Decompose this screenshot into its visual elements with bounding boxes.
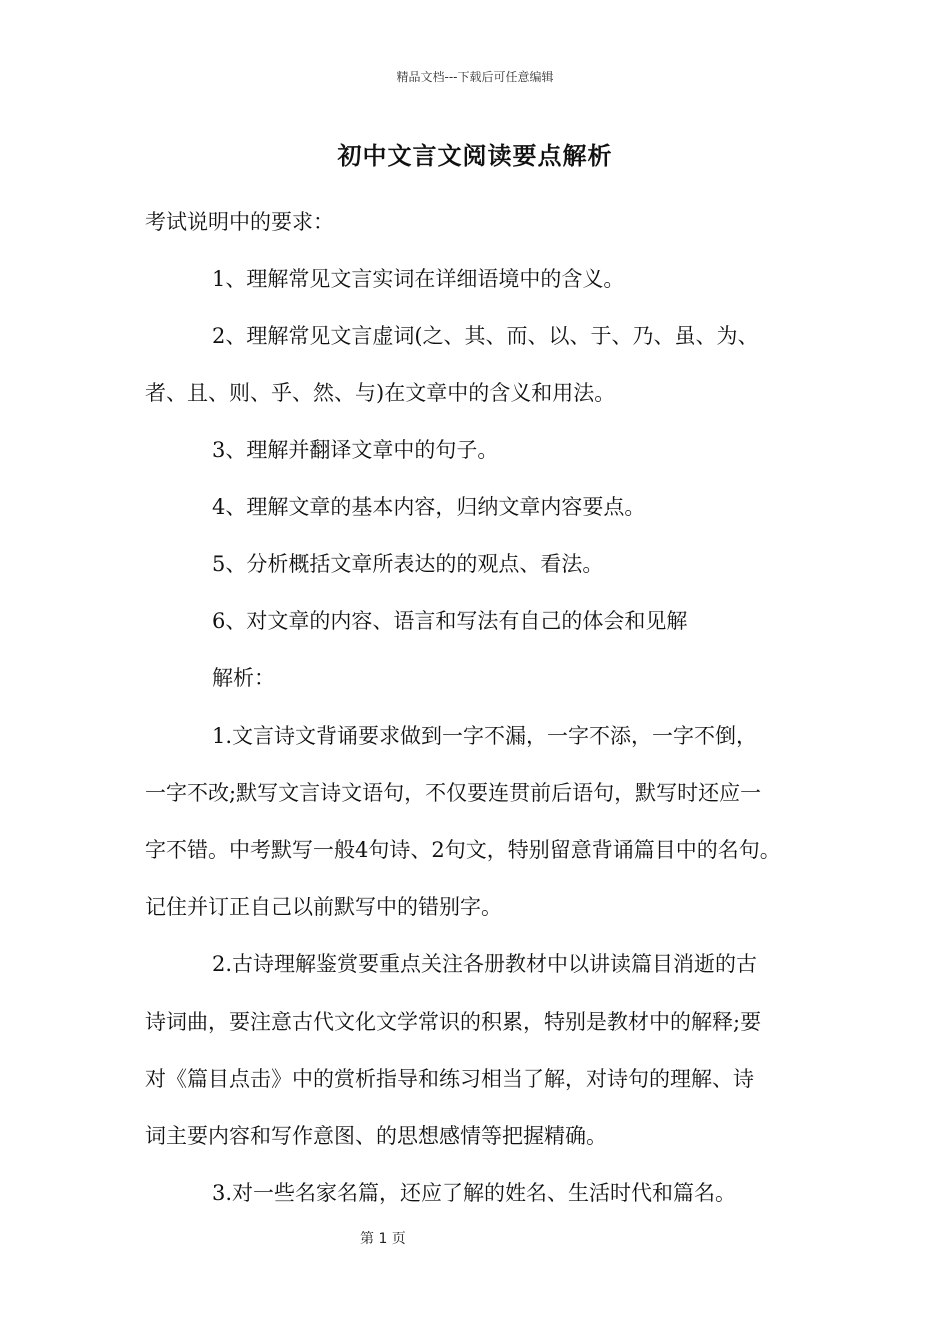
analysis-heading: 解析： — [212, 666, 275, 690]
requirement-2-cont: 者、且、则、乎、然、与)在文章中的含义和用法。 — [145, 381, 616, 405]
document-title: 初中文言文阅读要点解析 — [337, 141, 613, 170]
section-heading: 考试说明中的要求： — [145, 210, 334, 234]
analysis-2-line-1: 2.古诗理解鉴赏要重点关注各册教材中以讲读篇目消逝的古 — [212, 952, 758, 976]
analysis-2-line-3: 对《篇目点击》中的赏析指导和练习相当了解，对诗句的理解、诗 — [145, 1067, 754, 1091]
requirement-5: 5、分析概括文章所表达的的观点、看法。 — [212, 552, 604, 576]
analysis-1-line-2: 一字不改;默写文言诗文语句，不仅要连贯前后语句，默写时还应一 — [145, 781, 762, 805]
requirement-6: 6、对文章的内容、语言和写法有自己的体会和见解 — [212, 609, 688, 633]
analysis-2-line-2: 诗词曲，要注意古代文化文学常识的积累，特别是教材中的解释;要 — [145, 1010, 762, 1034]
analysis-1-line-1: 1.文言诗文背诵要求做到一字不漏，一字不添，一字不倒， — [212, 724, 758, 748]
analysis-1-line-3: 字不错。中考默写一般4句诗、2句文，特别留意背诵篇目中的名句。 — [145, 838, 781, 862]
requirement-4: 4、理解文章的基本内容，归纳文章内容要点。 — [212, 495, 646, 519]
analysis-2-line-4: 词主要内容和写作意图、的思想感情等把握精确。 — [145, 1124, 607, 1148]
requirement-3: 3、理解并翻译文章中的句子。 — [212, 438, 499, 462]
analysis-1-line-4: 记住并订正自己以前默写中的错别字。 — [145, 895, 502, 919]
analysis-3-line-1: 3.对一些名家名篇，还应了解的姓名、生活时代和篇名。 — [212, 1181, 737, 1205]
page-number: 第 1 页 — [360, 1231, 406, 1247]
header-note: 精品文档---下载后可任意编辑 — [396, 70, 554, 84]
requirement-2: 2、理解常见文言虚词(之、其、而、以、于、乃、虽、为、 — [212, 324, 759, 348]
requirement-1: 1、理解常见文言实词在详细语境中的含义。 — [212, 267, 625, 291]
